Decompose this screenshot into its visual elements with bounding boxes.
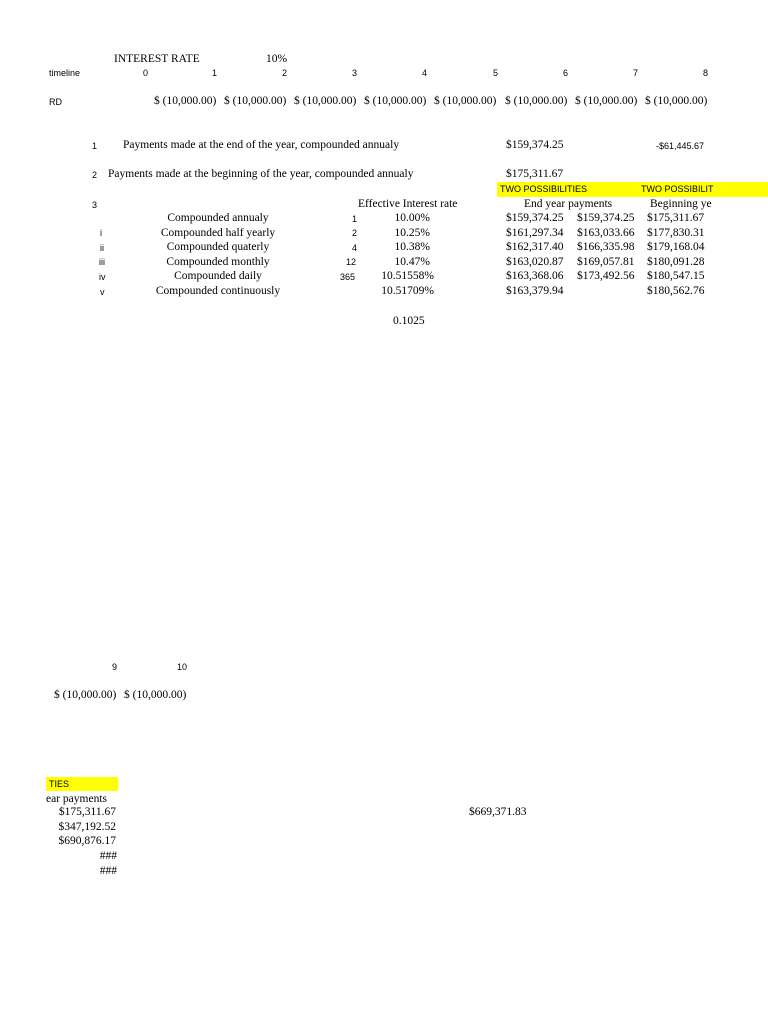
compounding-label: Compounded half yearly — [160, 227, 276, 239]
beginning-year-header: Beginning ye — [650, 198, 712, 210]
rd-cell: $ (10,000.00) — [434, 95, 497, 107]
timeline-year: 8 — [703, 68, 709, 78]
two-possibilities-label: TWO POSSIBILITIES — [500, 184, 588, 194]
effective-rate-header: Effective Interest rate — [358, 198, 458, 210]
row-numeral: i — [100, 228, 102, 238]
end-year-value: $161,297.34 — [506, 227, 564, 239]
end-year-value: $173,492.56 — [577, 270, 635, 282]
rd-cell: $ (10,000.00) — [364, 95, 427, 107]
end-year-value: $162,317.40 — [506, 241, 564, 253]
timeline-year: 10 — [177, 662, 188, 672]
effective-rate: 10.00% — [394, 212, 430, 224]
end-year-value: $159,374.25 — [506, 139, 564, 151]
difference-value: -$61,445.67 — [656, 141, 705, 151]
beginning-year-value: $175,311.67 — [58, 806, 116, 818]
end-year-value: $163,379.94 — [506, 285, 564, 297]
item-description: Payments made at the end of the year, compounded annualy — [123, 139, 400, 151]
item-number: 1 — [92, 141, 98, 151]
compounding-label: Compounded quaterly — [166, 241, 270, 253]
interest-rate-value: 10% — [266, 53, 288, 65]
row-numeral: v — [100, 287, 105, 297]
beginning-year-value: $175,311.67 — [647, 212, 705, 224]
beginning-year-value: $180,562.76 — [647, 285, 705, 297]
timeline-year: 4 — [422, 68, 428, 78]
timeline-year: 2 — [282, 68, 288, 78]
two-possibilities-label: TWO POSSIBILIT — [641, 184, 714, 194]
rd-cell: $ (10,000.00) — [505, 95, 568, 107]
rd-cell: $ (10,000.00) — [54, 689, 117, 701]
rd-cell: $ (10,000.00) — [645, 95, 708, 107]
periods-count: 365 — [340, 272, 356, 282]
end-year-value: $163,368.06 — [506, 270, 564, 282]
two-possibilities-label: TIES — [49, 779, 70, 789]
row-numeral: ii — [100, 243, 104, 253]
effective-rate: 10.47% — [394, 256, 430, 268]
timeline-label: timeline — [49, 68, 81, 78]
end-year-value: $166,335.98 — [577, 241, 635, 253]
timeline-year: 0 — [143, 68, 149, 78]
item-description: Payments made at the beginning of the year, compounded annualy — [108, 168, 414, 180]
beginning-year-value: $180,547.15 — [647, 270, 705, 282]
rd-label: RD — [49, 97, 62, 107]
timeline-year: 1 — [212, 68, 218, 78]
effective-rate: 10.25% — [394, 227, 430, 239]
end-year-value: $159,374.25 — [577, 212, 635, 224]
beginning-year-value: $690,876.17 — [58, 835, 116, 847]
effective-rate: 10.38% — [394, 241, 430, 253]
timeline-year: 6 — [563, 68, 569, 78]
beginning-year-header: ear payments — [46, 793, 107, 805]
end-year-value: $159,374.25 — [506, 212, 564, 224]
periods-count: 4 — [352, 243, 358, 253]
effective-rate: 10.51558% — [381, 270, 434, 282]
timeline-year: 3 — [352, 68, 358, 78]
interest-rate-label: INTEREST RATE — [114, 53, 200, 65]
beginning-year-value: $347,192.52 — [58, 821, 116, 833]
end-year-value: $169,057.81 — [577, 256, 635, 268]
rd-cell: $ (10,000.00) — [294, 95, 357, 107]
beginning-year-value: $175,311.67 — [506, 168, 564, 180]
side-value: $669,371.83 — [469, 806, 527, 818]
rd-cell: $ (10,000.00) — [124, 689, 187, 701]
periods-count: 12 — [346, 257, 357, 267]
beginning-year-value: $180,091.28 — [647, 256, 705, 268]
overflow-cell: ### — [99, 850, 117, 862]
periods-count: 2 — [352, 228, 358, 238]
beginning-year-value: $179,168.04 — [647, 241, 705, 253]
row-numeral: iii — [99, 257, 105, 267]
beginning-year-value: $177,830.31 — [647, 227, 705, 239]
periods-count: 1 — [352, 214, 358, 224]
row-numeral: iv — [99, 272, 106, 282]
item-number: 2 — [92, 170, 98, 180]
effective-rate: 10.51709% — [381, 285, 434, 297]
timeline-year: 5 — [493, 68, 499, 78]
rd-cell: $ (10,000.00) — [154, 95, 217, 107]
end-year-value: $163,020.87 — [506, 256, 564, 268]
rd-cell: $ (10,000.00) — [575, 95, 638, 107]
overflow-cell: ### — [99, 865, 117, 877]
timeline-year: 7 — [633, 68, 639, 78]
effective-rate-note: 0.1025 — [393, 315, 425, 327]
compounding-label: Compounded daily — [174, 270, 262, 282]
compounding-label: Compounded monthly — [166, 256, 270, 268]
compounding-label: Compounded annualy — [167, 212, 269, 224]
timeline-year: 9 — [112, 662, 118, 672]
rd-cell: $ (10,000.00) — [224, 95, 287, 107]
compounding-label: Compounded continuously — [155, 285, 281, 297]
end-year-header: End year payments — [524, 198, 613, 210]
end-year-value: $163,033.66 — [577, 227, 635, 239]
item-number: 3 — [92, 200, 98, 210]
